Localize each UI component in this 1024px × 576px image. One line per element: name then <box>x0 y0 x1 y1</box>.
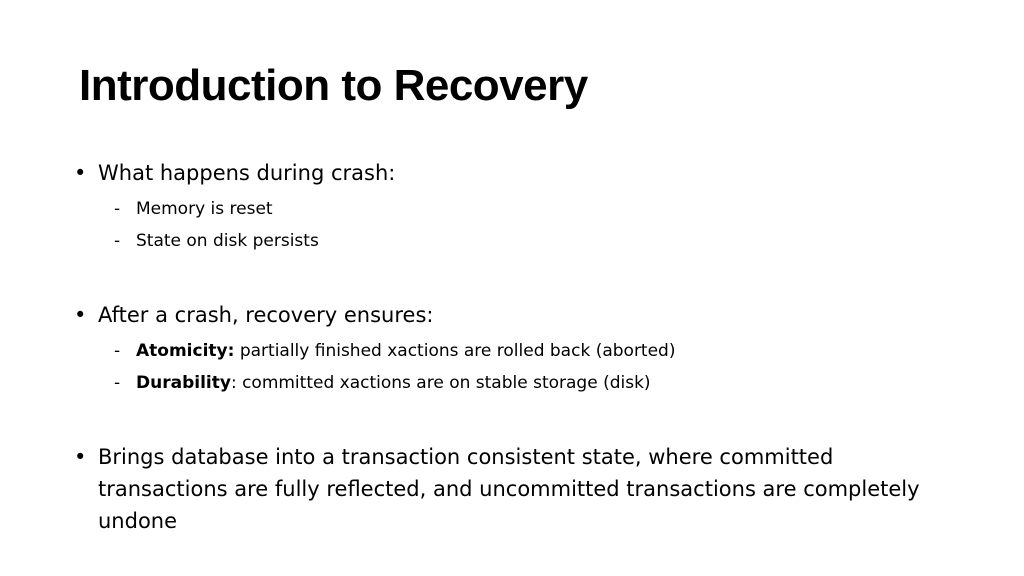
bullet-item <box>74 299 954 331</box>
sub-item <box>114 338 675 364</box>
sub-item <box>114 370 651 396</box>
sub-term: Durability <box>136 373 231 393</box>
sub-marker: - <box>114 341 121 361</box>
sub-text: : committed xactions are on stable storage (disk) <box>230 373 651 393</box>
sub-marker: - <box>114 373 121 393</box>
sub-text: partially finished xactions are rolled back (aborted) <box>234 341 676 361</box>
bullet-marker: • <box>74 445 87 469</box>
bullet-marker: • <box>74 303 87 327</box>
sub-item <box>114 228 319 254</box>
sub-marker: - <box>114 199 121 219</box>
slide-title: Introduction to Recovery <box>79 61 588 110</box>
bullet-text: Brings database into a transaction consistent state, where committed transactions are fully reflected, and uncommitted transactions are completely undone <box>98 445 920 533</box>
bullet-item <box>74 157 954 189</box>
bullet-text: After a crash, recovery ensures: <box>98 303 434 327</box>
sub-term: Atomicity: <box>136 341 235 361</box>
bullet-text: What happens during crash: <box>98 161 396 185</box>
sub-item <box>114 196 273 222</box>
sub-text: Memory is reset <box>136 199 273 219</box>
sub-text: State on disk persists <box>136 231 319 251</box>
sub-marker: - <box>114 231 121 251</box>
bullet-marker: • <box>74 161 87 185</box>
bullet-item <box>74 441 954 537</box>
